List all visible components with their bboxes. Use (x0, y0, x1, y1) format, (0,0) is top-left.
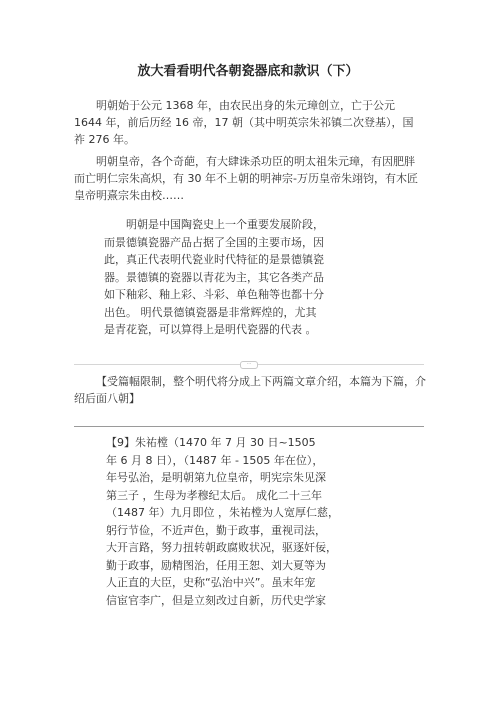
emperor-line: 勤于政事，励精图治，任用王恕、刘大夏等为 (106, 558, 326, 572)
emperor-line: 第三子 ，生母为孝穆纪太后。 成化二十三年 (106, 488, 322, 502)
expand-more-icon[interactable]: ··· (240, 361, 258, 369)
emperor-line: 年号弘治，是明朝第九位皇帝，明宪宗朱见深 (106, 471, 326, 484)
note-paragraph: 【受篇幅限制，整个明代将分成上下两篇文章介绍，本篇为下篇，介绍后面八朝】 (74, 375, 426, 405)
highlight-line: 此，真正代表明代瓷业时代特征的是景德镇瓷 (104, 253, 324, 266)
highlight-line: 如下釉彩、釉上彩、斗彩、单色釉等也都十分 (104, 288, 324, 301)
highlight-block (104, 216, 372, 339)
emperor-line: 年 6 月 8 日），（1487 年 - 1505 年在位）， (106, 453, 324, 467)
highlight-line: 是青花瓷，可以算得上是明代瓷器的代表 。 (104, 323, 317, 336)
emperor-line: （1487 年）九月即位 ，朱祐樘为人宽厚仁慈， (106, 506, 339, 519)
intro-paragraph: 明朝始于公元 1368 年，由农民出身的朱元璋创立，亡于公元 1644 年，前后历经 16 帝，17 朝（其中明英宗朱祁镇二次登基），国祚 276 年。 (74, 99, 414, 146)
emperor-line: 【9】朱祐樘（1470 年 7 月 30 日~1505 (106, 436, 316, 449)
emperor-section (106, 434, 386, 609)
highlight-line: 器。景德镇的瓷器以青花为主，其它各类产品 (104, 270, 324, 284)
emperor-line: 信宦官李广，但是立刻改过自新，历代史学家 (106, 593, 326, 607)
emperor-line: 人正直的大臣，史称“弘治中兴”。虽末年宠 (106, 576, 316, 589)
horizontal-rule (74, 426, 424, 427)
article-title: 放大看看明代各朝瓷器底和款识（下） (137, 64, 359, 79)
highlight-line: 而景德镇瓷器产品占据了全国的主要市场，因 (104, 235, 324, 249)
emperor-line: 躬行节俭，不近声色，勤于政事，重视司法， (106, 523, 326, 537)
emperor-line: 大开言路，努力扭转朝政腐败状况，驱逐奸佞， (106, 541, 337, 554)
highlight-line: 明朝是中国陶瓷史上一个重要发展阶段， (126, 218, 324, 231)
intro-paragraph: 明朝皇帝，各个奇葩，有大肆诛杀功臣的明太祖朱元璋，有因肥胖而亡明仁宗朱高炽，有 30 年不上朝的明神宗-万历皇帝朱翊钧，有木匠皇帝明熹宗朱由校…… (74, 155, 418, 202)
highlight-line: 出色。 明代景德镇瓷器是非常辉煌的，尤其 (104, 305, 317, 319)
